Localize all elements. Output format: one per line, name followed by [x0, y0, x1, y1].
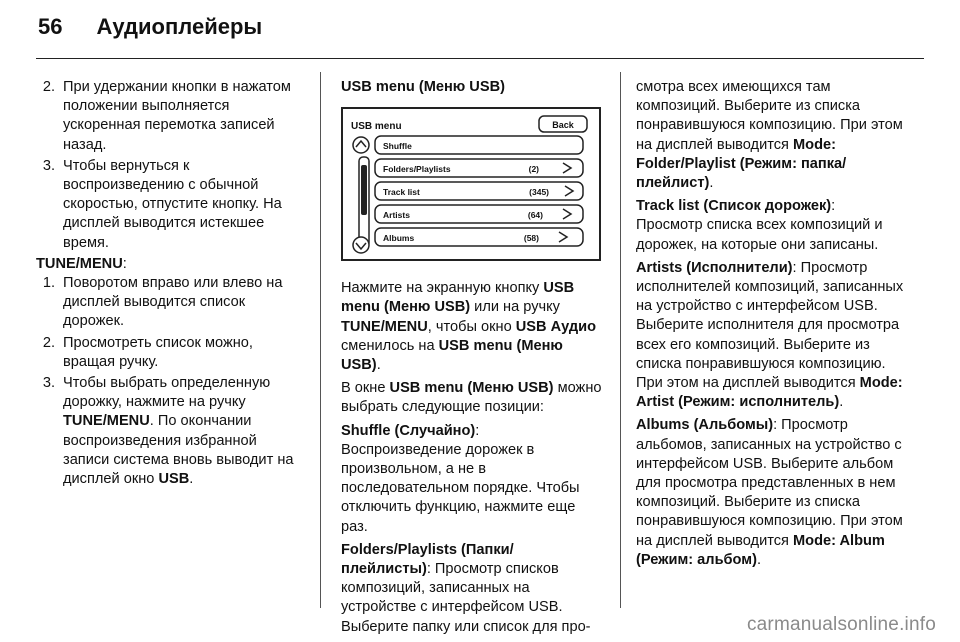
column-1 [36, 78, 306, 489]
paragraph: Albums (Альбомы): Просмотр альбомов, записанных на устройство с интерфейсом USB. Выберите альбом для просмотра представленных в нем композиций. Выберите из списка понравившуюся композицию. При этом на дисплей выводится Mode: Album (Режим: альбом). [636, 417, 903, 568]
list-item: 3. Чтобы вернуться к воспроизведению с обычной скоростью, отпустите кнопку. На дисплей выводится истекшее время. [42, 157, 282, 251]
svg-text:(64): (64) [527, 210, 543, 221]
svg-text:Track list: Track list [383, 187, 420, 198]
down-arrow-icon [353, 237, 369, 253]
paragraph: Track list (Список дорожек): Просмотр списка всех композиций и дорожек, на которые они записаны. [636, 198, 883, 253]
scrollbar-thumb [361, 165, 367, 215]
svg-text:Shuffle: Shuffle [383, 141, 412, 152]
paragraph: Нажмите на экранную кнопку USB menu (Меню USB) или на ручку TUNE/MENU, чтобы окно USB Аудио сменилось на USB menu (Меню USB). [341, 280, 597, 374]
svg-text:(2): (2) [528, 164, 539, 175]
section-heading: USB menu (Меню USB) [341, 79, 505, 95]
screen-row-folders [375, 159, 583, 177]
usb-menu-screen-illustration [341, 107, 601, 261]
svg-text:Albums: Albums [383, 233, 415, 244]
svg-text:Artists: Artists [383, 210, 410, 221]
svg-text:Folders/Playlists: Folders/Playlists [383, 164, 451, 175]
screen-row-tracks [375, 182, 583, 200]
svg-text:(345): (345) [529, 187, 549, 198]
page-title: Аудиоплейеры [96, 14, 263, 39]
list-item: 3. Чтобы выбрать определенную дорожку, нажмите на ручку TUNE/MENU. По окончании воспроизведения избранной записи система вновь выводит на дисплей окно USB. [42, 375, 294, 488]
usb-menu-screen [343, 109, 599, 259]
tune-menu-label: TUNE/MENU: [36, 255, 127, 272]
list-item: 2. При удержании кнопки в нажатом положении выполняется ускоренная перемотка записей назад. [42, 79, 291, 153]
page-number: 56 [38, 14, 63, 39]
paragraph: смотра всех имеющихся там композиций. Выберите из списка понравившуюся композицию. При этом на дисплей выводится Mode: Folder/Playlist (Режим: папка/плейлист). [636, 79, 903, 192]
paragraph: Artists (Исполнители): Просмотр исполнителей композиций, записанных на устройство с интерфейсом USB. Выберите исполнителя для просмотра всех его композиций. Выберите из списка понравившуюся композицию. При этом на дисплей выводится Mode: Artist (Режим: исполнитель). [636, 259, 904, 411]
watermark: carmanualsonline.info [746, 614, 936, 635]
paragraph: Folders/Playlists (Папки/плейлисты): Просмотр списков композиций, записанных на устройстве с интерфейсом USB. Выберите папку или список для про- [341, 541, 591, 635]
paragraph: В окне USB menu (Меню USB) можно выбрать следующие позиции: [341, 380, 602, 416]
header-rule [36, 58, 924, 59]
back-button-label: Back [552, 120, 574, 131]
screen-row-albums [375, 228, 583, 246]
up-arrow-icon [353, 137, 369, 153]
screen-row-artists [375, 205, 583, 223]
screen-title: USB menu [351, 121, 402, 133]
svg-text:(58): (58) [523, 233, 539, 244]
column-3 [636, 78, 904, 574]
list-item: 1. Поворотом вправо или влево на дисплей выводится список дорожек. [42, 275, 283, 330]
paragraph: Shuffle (Случайно): Воспроизведение дорожек в произвольном, а не в последовательном порядке. Чтобы отключить функцию, нажмите еще раз. [341, 422, 580, 535]
column-divider [620, 72, 621, 608]
list-item: 2. Просмотреть список можно, вращая ручку. [42, 334, 253, 370]
screen-row-shuffle [375, 136, 583, 154]
column-2 [341, 78, 603, 641]
page-header [38, 14, 262, 40]
column-divider [320, 72, 321, 608]
